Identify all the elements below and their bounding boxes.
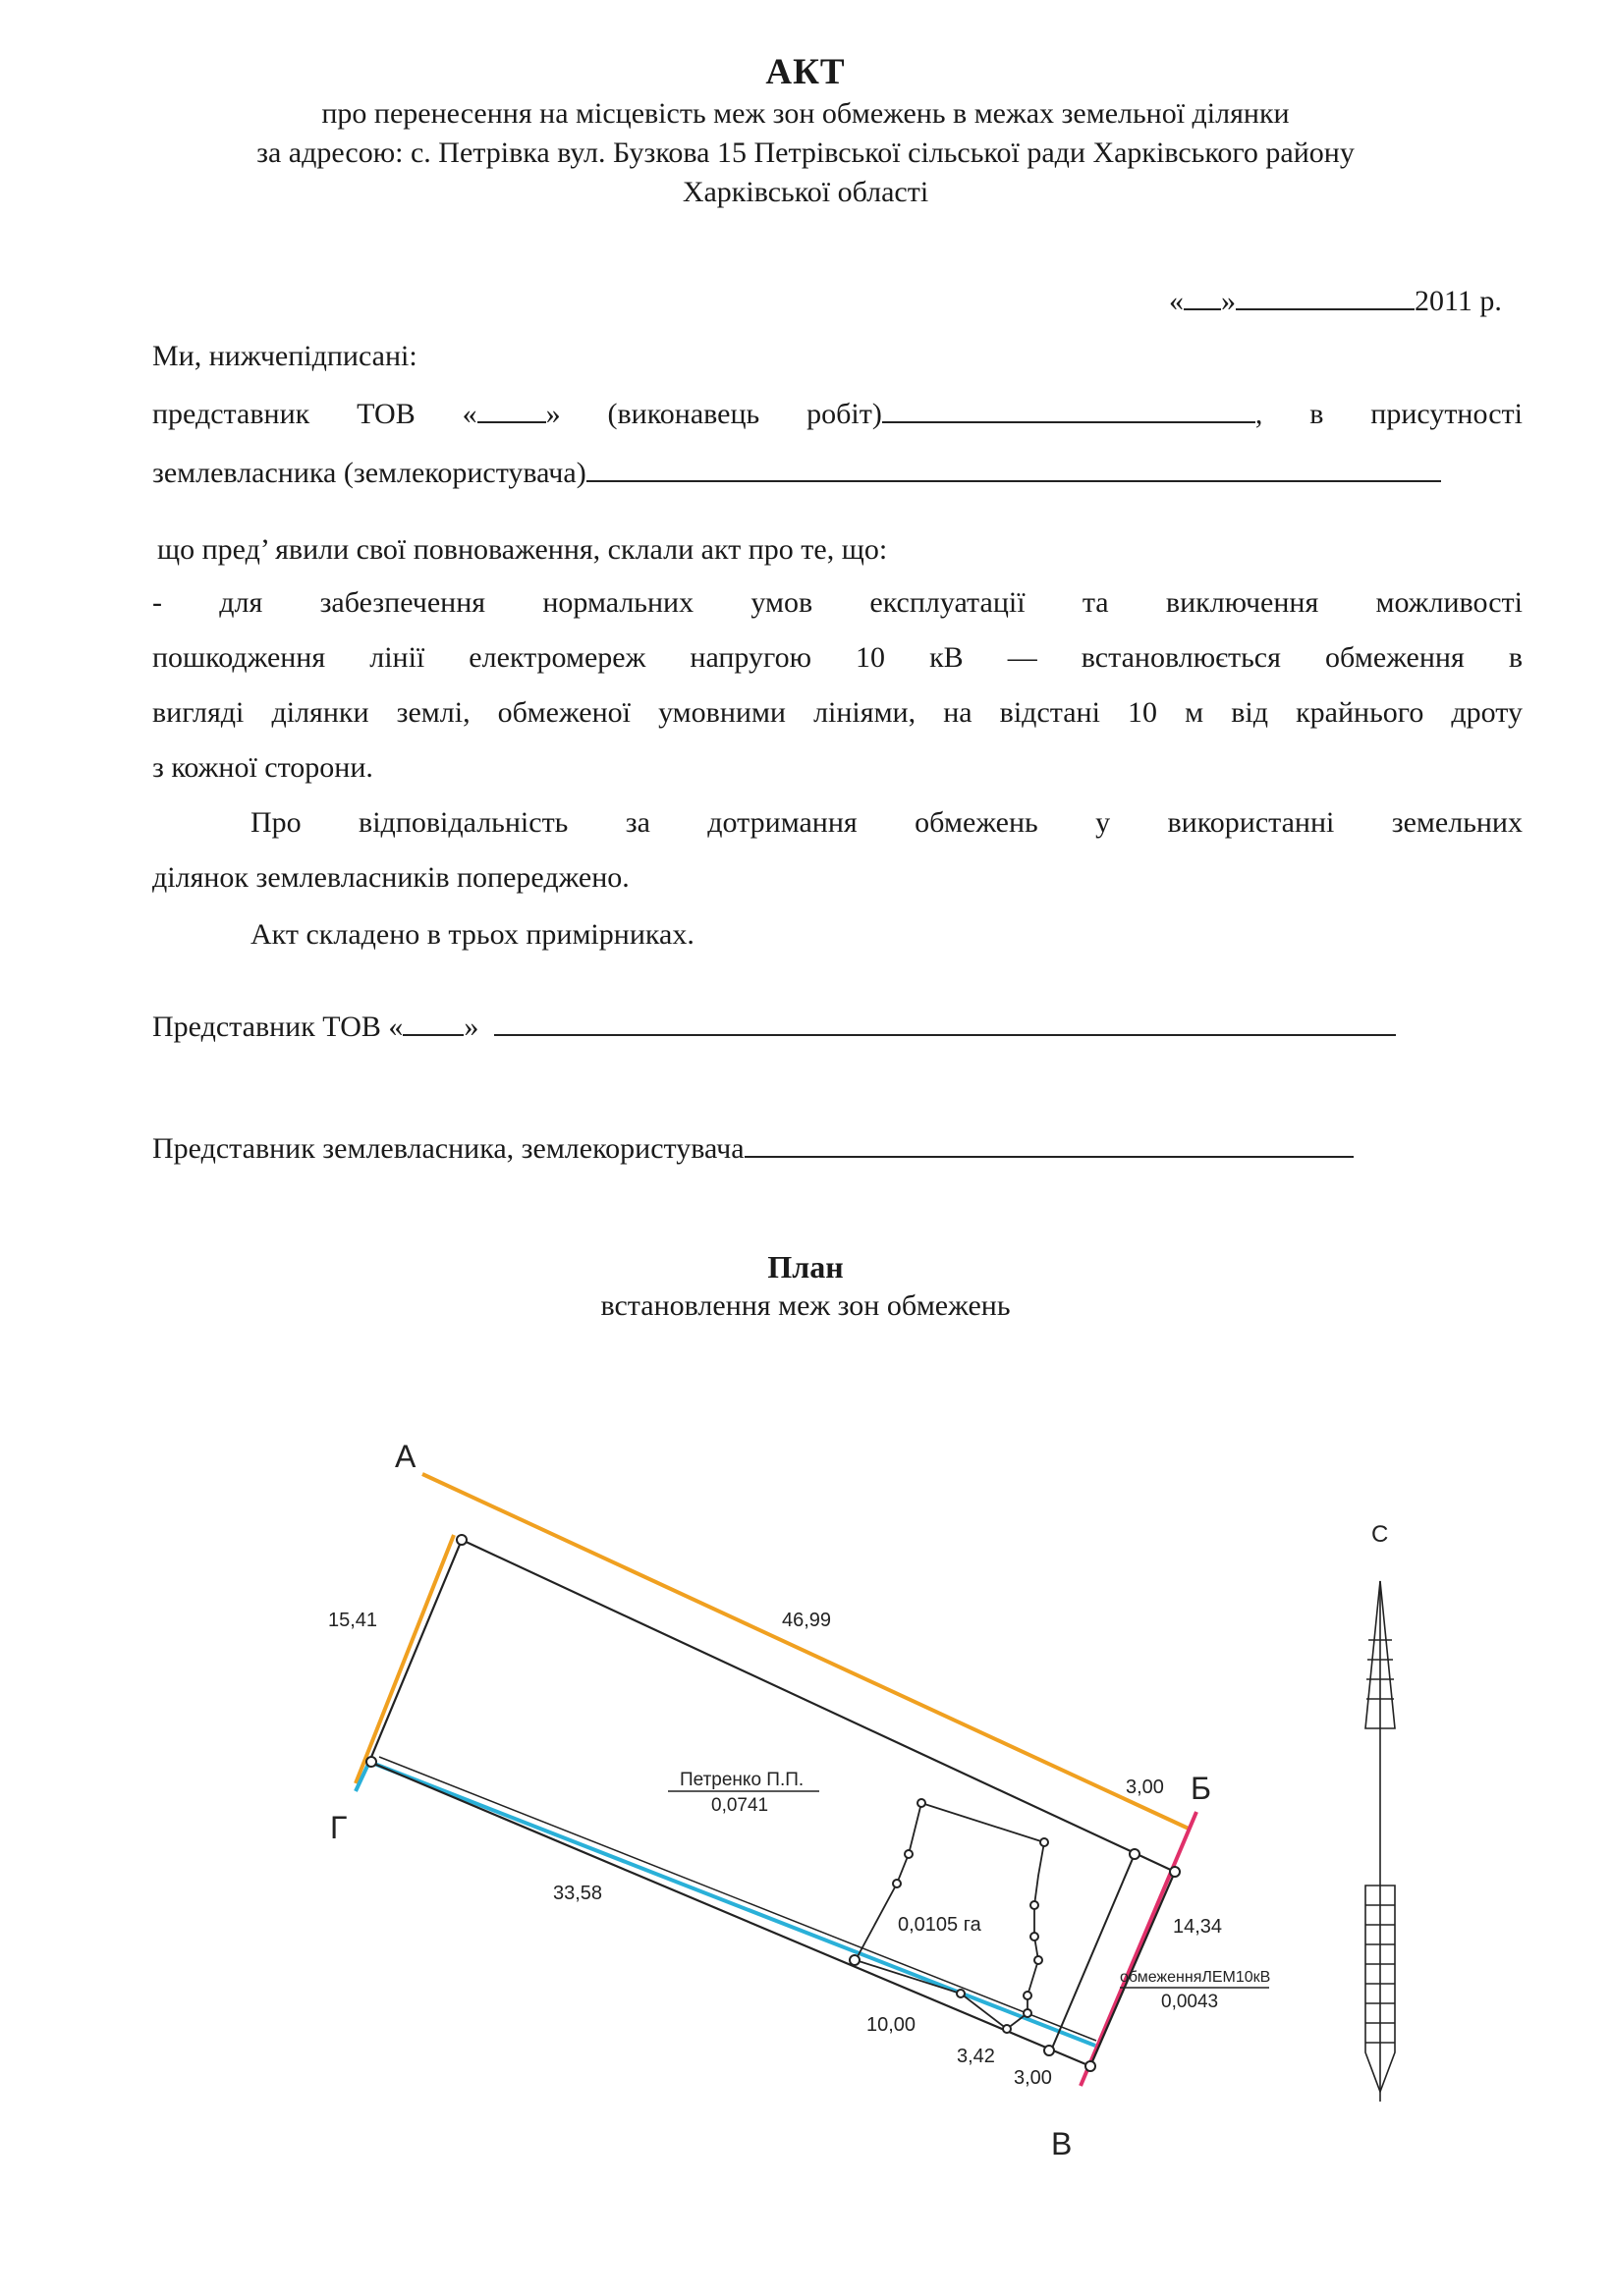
plan-heading: План xyxy=(767,1249,844,1285)
length-bv: 14,34 xyxy=(1173,1916,1223,1938)
company-blank xyxy=(477,396,546,423)
date-year: 2011 р. xyxy=(1415,285,1502,317)
vertex-g-marker xyxy=(366,1757,376,1767)
signature-owner xyxy=(152,1129,1354,1169)
body-p1-line-2: пошкодження лінії електромереж напругою 10 кВ — встановлюється обмеження в xyxy=(152,641,1523,674)
vertex-markers xyxy=(366,1535,1180,2071)
edge-ab-orange xyxy=(422,1474,1189,1829)
body-line-1: що пред’ явили свої повноваження, склали акт про те, що: xyxy=(157,533,888,566)
owner-name-label: Петренко П.П. xyxy=(680,1770,805,1790)
vertex-b-marker xyxy=(1170,1867,1180,1877)
building-point-3 xyxy=(1024,2009,1031,2017)
vertex-b-inner-marker xyxy=(1130,1849,1139,1859)
length-v-offset: 3,00 xyxy=(1014,2067,1052,2089)
body-p1-line-4: з кожної сторони. xyxy=(152,751,373,784)
signature-tov-blank xyxy=(494,1009,1396,1036)
length-gv: 33,58 xyxy=(553,1883,603,1904)
signature-tov-suffix: » xyxy=(464,1011,479,1043)
vertex-label-a: А xyxy=(395,1439,417,1474)
length-10: 10,00 xyxy=(866,2014,917,2036)
date-open-quote: « xyxy=(1169,285,1184,317)
signature-owner-blank xyxy=(745,1130,1354,1158)
owner-line xyxy=(152,454,1441,493)
vertex-v-marker xyxy=(1085,2061,1095,2071)
owner-label: землевласника (землекористувача) xyxy=(152,457,586,489)
building-point-1 xyxy=(957,1990,965,1997)
month-blank xyxy=(1236,283,1415,310)
restriction-name-label: обмеженняЛЕМ10кВ xyxy=(1120,1969,1271,1986)
length-ag: 15,41 xyxy=(328,1610,378,1631)
date-line xyxy=(1169,282,1502,321)
plan-title-block xyxy=(0,1247,1611,1326)
restriction-area-label: 0,0043 xyxy=(1161,1992,1219,2012)
building-point-5 xyxy=(1034,1956,1042,1964)
length-ab: 46,99 xyxy=(782,1610,832,1631)
presence-word: присутності xyxy=(1370,398,1523,430)
rep-comma: , xyxy=(1254,398,1263,430)
owner-area-label: 0,0741 xyxy=(711,1795,769,1816)
edge-ag-orange xyxy=(356,1535,454,1783)
signature-tov-prefix: Представник ТОВ « xyxy=(152,1011,404,1043)
subtitle-line-3: Харківської області xyxy=(682,176,929,208)
document-title: АКТ xyxy=(765,52,846,92)
subtitle-line-2: за адресою: с. Петрівка вул. Бузкова 15 Петрівської сільської ради Харківського району xyxy=(256,137,1355,169)
contractor-name-blank xyxy=(882,396,1255,423)
rep-prefix: представник ТОВ « xyxy=(152,398,477,430)
day-blank xyxy=(1184,283,1221,310)
header xyxy=(0,51,1611,212)
building-point-9 xyxy=(917,1799,925,1807)
intro-we-signed: Ми, нижчепідписані: xyxy=(152,340,417,372)
signature-owner-label: Представник землевласника, землекористувача xyxy=(152,1132,745,1165)
building-point-10 xyxy=(905,1850,913,1858)
parcel-boundary xyxy=(369,1540,1175,2066)
signature-company-blank xyxy=(403,1009,464,1036)
vertex-label-g: Г xyxy=(330,1810,348,1845)
owner-name-blank xyxy=(586,455,1441,482)
length-3-42: 3,42 xyxy=(957,2046,995,2067)
body-p3: Акт складено в трьох примірниках. xyxy=(250,918,694,951)
body-p1-line-3: вигляді ділянки землі, обмеженої умовними лініями, на відстані 10 м від крайнього дроту xyxy=(152,696,1523,729)
rep-contractor: » (виконавець робіт) xyxy=(545,398,882,430)
vertex-label-v: В xyxy=(1051,2126,1073,2161)
vertex-label-b: Б xyxy=(1191,1771,1211,1806)
presence-in: в xyxy=(1309,398,1324,430)
point-10-marker xyxy=(850,1955,860,1965)
date-close-quote: » xyxy=(1221,285,1236,317)
building-point-11 xyxy=(893,1880,901,1887)
signature-tov xyxy=(152,1008,1396,1047)
vertex-v-inner-marker xyxy=(1044,2046,1054,2055)
representative-line xyxy=(152,395,1523,434)
body-p2-line-2: ділянок землевласників попереджено. xyxy=(152,861,630,894)
vertex-a-marker xyxy=(457,1535,467,1545)
building-point-2 xyxy=(1003,2025,1011,2033)
plan-subheading: встановлення меж зон обмежень xyxy=(600,1289,1011,1322)
north-label: С xyxy=(1371,1521,1389,1548)
building-area-label: 0,0105 га xyxy=(898,1914,981,1936)
restriction-inner-line xyxy=(1051,1854,1135,2050)
building-point-6 xyxy=(1030,1933,1038,1941)
body-p2-line-1: Про відповідальність за дотримання обмежень у використанні земельних xyxy=(250,806,1523,839)
body-p1-line-1: - для забезпечення нормальних умов експлуатації та виключення можливості xyxy=(152,586,1523,619)
north-arrow-icon xyxy=(1365,1581,1395,2102)
building-point-7 xyxy=(1030,1901,1038,1909)
length-b-offset: 3,00 xyxy=(1126,1777,1164,1798)
site-plan-diagram xyxy=(0,1439,1611,2161)
subtitle-line-1: про перенесення на місцевість меж зон обмежень в межах земельної ділянки xyxy=(321,97,1290,130)
building-point-4 xyxy=(1024,1992,1031,1999)
building-point-8 xyxy=(1040,1838,1048,1846)
